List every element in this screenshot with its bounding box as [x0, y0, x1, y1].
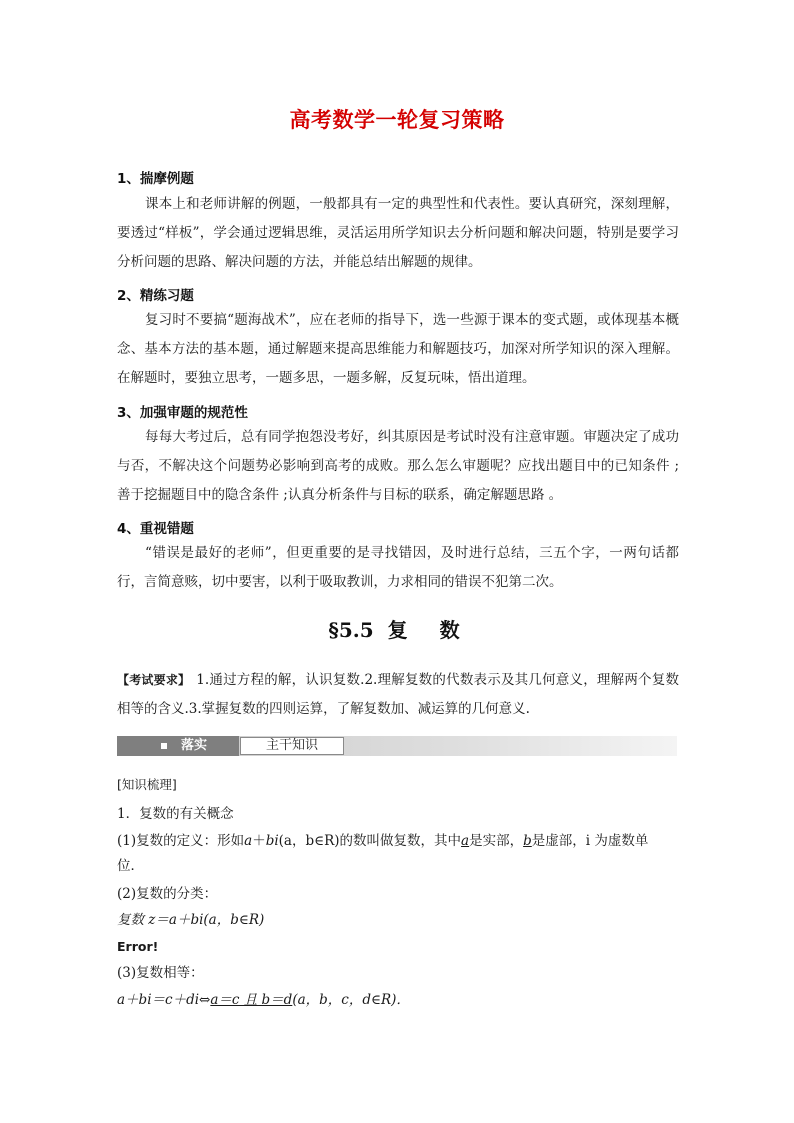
equality-label: (3)复数相等： — [117, 965, 204, 981]
section-banner — [117, 736, 677, 756]
definition-imag-part: b — [523, 833, 532, 849]
requirements-text: 1.通过方程的解，认识复数.2.理解复数的代数表示及其几何意义，理解两个复数相等的含义.3.掌握复数的四则运算，了解复数加、减运算的几何意义. — [117, 672, 679, 717]
definition-prefix: (1)复数的定义：形如 — [117, 833, 245, 849]
section-body-1: 课本上和老师讲解的例题，一般都具有一定的典型性和代表性。要认真研究，深刻理解，要透过“样板”，学会通过逻辑思维，灵活运用所学知识去分析问题和解决问题，特别是要学习分析问题的思路、解决问题的方法，并能总结出解题的规律。 — [117, 196, 679, 270]
definition-var-bi: bi — [265, 833, 279, 849]
definition-var-a: a — [244, 833, 253, 849]
section-body-4: “错误是最好的老师”，但更重要的是寻找错因，及时进行总结，三五个字，一两句话都行，言简意赅，切中要害，以利于吸取教训，力求相同的错误不犯第二次。 — [117, 545, 679, 590]
classification-label: (2)复数的分类： — [117, 886, 218, 902]
section-heading-2: 2、精练习题 — [117, 288, 194, 304]
definition-condition: (a，b∈R) — [278, 833, 340, 849]
section-heading-1: 1、揣摩例题 — [117, 171, 194, 187]
section-body-3: 每每大考过后，总有同学抱怨没考好，纠其原因是考试时没有注意审题。审题决定了成功与否，不解决这个问题势必影响到高考的成败。那么怎么审题呢？应找出题目中的已知条件 ;善于挖掘题目中的隐含条件 ;认真分析条件与目标的联系，确定解题思路 。 — [117, 429, 679, 503]
section-heading-3: 3、加强审题的规范性 — [117, 405, 248, 421]
banner-right-label: 主干知识 — [240, 737, 344, 755]
knowledge-heading: [知识梳理] — [117, 777, 177, 792]
section-heading-4: 4、重视错题 — [117, 521, 194, 537]
exam-requirements — [117, 666, 679, 724]
definition-imag-suffix: 是虚部，i 为虚数单 — [531, 833, 649, 849]
definition-real-suffix: 是实部， — [469, 833, 524, 849]
classification-expression: 复数 z＝a＋bi(a，b∈R) — [117, 912, 265, 928]
equality-expression — [117, 990, 679, 1010]
definition-middle: 的数叫做复数，其中 — [339, 833, 462, 849]
chapter-name: 复 数 — [387, 618, 466, 642]
error-text: Error! — [117, 939, 159, 954]
chapter-title — [0, 614, 794, 643]
knowledge-item-1: 1．复数的有关概念 — [117, 806, 234, 822]
equality-rhs: (a，b，c，d∈R)． — [292, 992, 410, 1008]
definition-real-part: a — [461, 833, 470, 849]
section-body-2: 复习时不要搞“题海战术”，应在老师的指导下，选一些源于课本的变式题，或体现基本概念、基本方法的基本题，通过解题来提高思维能力和解题技巧，加深对所学知识的深入理解。在解题时，要独立思考，一题多思，一题多解，反复玩味，悟出道理。 — [117, 312, 679, 386]
banner-left-block — [117, 736, 239, 756]
definition-continuation: 位． — [117, 858, 144, 874]
banner-left-label: 落实 — [181, 738, 208, 753]
equality-condition: a＝c 且 b＝d — [210, 992, 293, 1008]
definition-line — [117, 831, 679, 851]
requirements-tag: 【考试要求】 — [117, 673, 191, 687]
equality-lhs: a＋bi＝c＋di⇔ — [117, 992, 211, 1008]
square-bullet-icon — [161, 743, 167, 749]
document-title: 高考数学一轮复习策略 — [289, 108, 505, 132]
chapter-number: §5.5 — [328, 618, 374, 642]
definition-plus: ＋ — [252, 833, 266, 849]
